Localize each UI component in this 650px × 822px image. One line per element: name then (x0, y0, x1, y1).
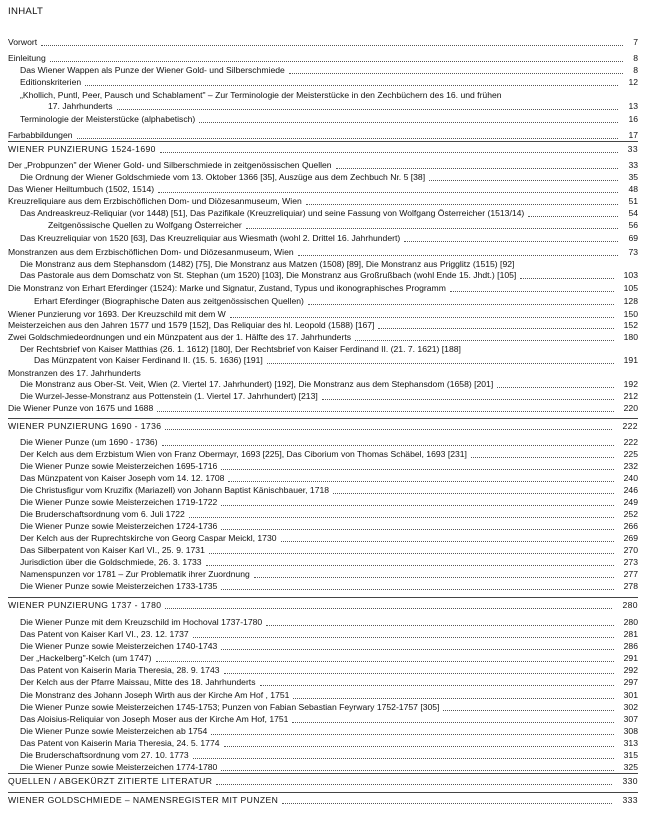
dot-leader (160, 152, 618, 153)
toc-entry-page: 54 (628, 208, 638, 218)
dot-leader (85, 85, 618, 86)
toc-entry-title: Das Pastorale aus dem Domschatz von St. Stephan (um 1520) [103], Die Monstranz aus Großrußbach (wohl Ende 15. Jhdt.) [105] (20, 270, 517, 280)
toc-entry-page: 105 (623, 283, 638, 293)
toc-entry-title: Die Ordnung der Wiener Goldschmiede vom 13. Oktober 1366 [35], Auszüge aus dem Zechbuch Nr. 5 [38] (20, 172, 426, 182)
toc-entry-title: Die Monstranz aus Ober-St. Veit, Wien (2. Viertel 17. Jahrhundert) [192], Die Monstranz aus dem Stephansdom (1658) [201] (20, 379, 494, 389)
toc-entry[interactable] (20, 569, 638, 580)
dot-leader (246, 228, 619, 229)
dot-leader (221, 529, 613, 530)
dot-leader (378, 328, 613, 329)
toc-entry-title: Der „Probpunzen" der Wiener Gold- und Silberschmiede in zeitgenössischen Quellen (8, 160, 332, 170)
toc-entry-title: Die Wiener Punze sowie Meisterzeichen 1774-1780 (20, 762, 218, 772)
dot-leader (224, 746, 614, 747)
toc-entry-page: 266 (623, 521, 638, 531)
toc-entry[interactable] (8, 130, 638, 141)
toc-entry[interactable] (20, 617, 638, 628)
toc-entry-page: 220 (623, 403, 638, 413)
toc-entry-title: Die Wiener Punze (um 1690 - 1736) (20, 437, 158, 447)
toc-entry[interactable] (8, 37, 638, 48)
toc-entry-title: WIENER PUNZIERUNG 1690 - 1736 (8, 421, 162, 431)
toc-entry[interactable] (20, 233, 638, 244)
toc-entry-title: Das Silberpatent von Kaiser Karl VI., 25. 9. 1731 (20, 545, 205, 555)
toc-entry-page: 292 (623, 665, 638, 675)
toc-entry-page: 192 (623, 379, 638, 389)
toc-entry-title: Die Monstranz aus dem Stephansdom (1482) [75], Die Monstranz aus Matzen (1508) [89], Die Monstranz aus Prigglitz (1515) [92] (20, 259, 515, 269)
toc-entry-title: Meisterzeichen aus den Jahren 1577 und 1579 [152], Das Reliquiar des hl. Leopold (1588) [167] (8, 320, 375, 330)
dot-leader (281, 541, 614, 542)
section-divider (8, 597, 638, 598)
dot-leader (209, 553, 614, 554)
dot-leader (77, 138, 619, 139)
toc-entry-page: 232 (623, 461, 638, 471)
section-heading[interactable] (8, 144, 638, 155)
dot-leader (193, 758, 614, 759)
toc-entry-page: 103 (623, 270, 638, 280)
toc-entry[interactable] (8, 160, 638, 171)
toc-entry[interactable] (20, 521, 638, 532)
dot-leader (293, 698, 613, 699)
toc-entry-page: 7 (633, 37, 638, 47)
toc-entry-page: 301 (623, 690, 638, 700)
toc-entry-title: Farbabbildungen (8, 130, 73, 140)
toc-entry-page: 330 (622, 776, 638, 786)
toc-entry[interactable] (20, 391, 638, 402)
toc-entry-page: 333 (622, 795, 638, 805)
toc-entry-page: 73 (628, 247, 638, 257)
toc-entry-title: Der Kelch aus der Pfarre Maissau, Mitte des 18. Jahrhunderts (20, 677, 256, 687)
dot-leader (322, 399, 614, 400)
toc-entry-title: Wiener Punzierung vor 1693. Der Kreuzschild mit dem W (8, 309, 226, 319)
toc-entry-title: Kreuzreliquiare aus dem Erzbischöflichen Dom- und Diözesanmuseum, Wien (8, 196, 302, 206)
toc-entry[interactable] (20, 379, 638, 390)
toc-entry-page: 270 (623, 545, 638, 555)
toc-entry-page: 286 (623, 641, 638, 651)
dot-leader (189, 517, 614, 518)
dot-leader (117, 109, 619, 110)
toc-entry[interactable] (20, 533, 638, 544)
toc-entry-title: Monstranzen des 17. Jahrhunderts (8, 368, 141, 378)
toc-entry[interactable] (8, 184, 638, 195)
toc-entry-page: 240 (623, 473, 638, 483)
dot-leader (450, 291, 614, 292)
dot-leader (221, 505, 613, 506)
toc-entry-page: 249 (623, 497, 638, 507)
toc-entry-page: 8 (633, 53, 638, 63)
toc-entry-title: Die Monstranz des Johann Joseph Wirth aus der Kirche Am Hof , 1751 (20, 690, 290, 700)
toc-entry[interactable] (20, 750, 638, 761)
toc-entry-title: Das Andreaskreuz-Reliquiar (vor 1448) [51], Das Pazifikale (Kreuzreliquiar) und seine Fassung von Wolfgang Österreicher (1513/14) (20, 208, 525, 218)
toc-entry-title: Die Wiener Punze sowie Meisterzeichen 1733-1735 (20, 581, 218, 591)
dot-leader (443, 710, 613, 711)
toc-entry-page: 33 (628, 160, 638, 170)
toc-entry-page: 313 (623, 738, 638, 748)
toc-entry-title: Editionskriterien (20, 77, 82, 87)
dot-leader (267, 363, 614, 364)
toc-entry-title: Jurisdiction über die Goldschmiede, 26. 3. 1733 (20, 557, 202, 567)
toc-entry-page: 280 (623, 617, 638, 627)
toc-entry-title: Das Patent von Kaiserin Maria Theresia, 28. 9. 1743 (20, 665, 220, 675)
dot-leader (193, 637, 614, 638)
dot-leader (216, 784, 612, 785)
dot-leader (221, 649, 613, 650)
dot-leader (156, 661, 614, 662)
toc-entry[interactable] (20, 677, 638, 688)
toc-entry-title: Der „Hackelberg"-Kelch (um 1747) (20, 653, 152, 663)
toc-entry[interactable] (20, 581, 638, 592)
toc-entry-title: Vorwort (8, 37, 38, 47)
toc-entry-title: Die Christusfigur vom Kruzifix (Mariazell) von Johann Baptist Känischbauer, 1718 (20, 485, 330, 495)
toc-entry[interactable] (8, 247, 638, 258)
toc-entry-page: 291 (623, 653, 638, 663)
dot-leader (308, 304, 614, 305)
section-heading[interactable] (8, 795, 638, 806)
section-divider (8, 141, 638, 142)
toc-entry[interactable] (48, 220, 638, 231)
dot-leader (266, 625, 613, 626)
toc-entry[interactable] (8, 53, 638, 64)
dot-leader (199, 122, 618, 123)
dot-leader (497, 387, 613, 388)
toc-entry-title: Die Wiener Punze sowie Meisterzeichen ab 1754 (20, 726, 208, 736)
toc-entry-page: 150 (623, 309, 638, 319)
dot-leader (528, 216, 618, 217)
toc-entry-page: 212 (623, 391, 638, 401)
toc-entry[interactable] (20, 208, 638, 219)
section-divider (8, 792, 638, 793)
toc-entry-page: 315 (623, 750, 638, 760)
toc-entry-title: Zeitgenössische Quellen zu Wolfgang Österreicher (48, 220, 242, 230)
dot-leader (228, 481, 613, 482)
toc-entry-title: Der Kelch aus der Ruprechtskirche von Georg Caspar Meickl, 1730 (20, 533, 277, 543)
toc-entry-page: 56 (628, 220, 638, 230)
toc-entry-page: 308 (623, 726, 638, 736)
toc-entry-title: Die Wurzel-Jesse-Monstranz aus Pottenstein (1. Viertel 17. Jahrhundert) [213] (20, 391, 318, 401)
toc-entry-title: Die Wiener Punze sowie Meisterzeichen 1740-1743 (20, 641, 218, 651)
page-title: INHALT (8, 6, 44, 17)
dot-leader (429, 180, 618, 181)
toc-entry-page: 128 (623, 296, 638, 306)
toc-entry-title: Die Wiener Punze sowie Meisterzeichen 1719-1722 (20, 497, 218, 507)
toc-entry-title: Das Patent von Kaiser Karl VI., 23. 12. 1737 (20, 629, 189, 639)
toc-entry[interactable] (20, 270, 638, 281)
toc-entry-page: 191 (623, 355, 638, 365)
section-heading[interactable] (8, 776, 638, 787)
toc-entry[interactable] (20, 665, 638, 676)
toc-entry-page: 225 (623, 449, 638, 459)
toc-entry-title: Die Wiener Punze sowie Meisterzeichen 1695-1716 (20, 461, 218, 471)
toc-entry-title: Der Rechtsbrief von Kaiser Matthias (26. 1. 1612) [180], Der Rechtsbrief von Kaiser Ferdinand II. (21. 7. 1621) [188] (20, 344, 461, 354)
toc-entry-page: 51 (628, 196, 638, 206)
toc-entry-page: 8 (633, 65, 638, 75)
toc-entry-page: 302 (623, 702, 638, 712)
dot-leader (165, 429, 612, 430)
toc-entry-page: 13 (628, 101, 638, 111)
toc-entry[interactable] (20, 557, 638, 568)
toc-entry-title: Das Aloisius-Reliquiar von Joseph Moser aus der Kirche Am Hof, 1751 (20, 714, 289, 724)
toc-entry[interactable] (8, 320, 638, 331)
dot-leader (333, 493, 614, 494)
toc-entry-title: Das Wiener Wappen als Punze der Wiener Gold- und Silberschmiede (20, 65, 285, 75)
toc-entry[interactable] (20, 762, 638, 773)
toc-entry-title: QUELLEN / ABGEKÜRZT ZITIERTE LITERATUR (8, 776, 213, 786)
toc-entry-title: 17. Jahrhunderts (48, 101, 113, 111)
toc-entry[interactable] (20, 690, 638, 701)
toc-entry-title: WIENER PUNZIERUNG 1737 - 1780 (8, 600, 162, 610)
toc-entry-page: 277 (623, 569, 638, 579)
toc-entry-page: 281 (623, 629, 638, 639)
toc-entry[interactable] (8, 196, 638, 207)
toc-entry-title: Der Kelch aus dem Erzbistum Wien von Franz Obermayr, 1693 [225], Das Ciborium von Thomas Schäbel, 1693 [231] (20, 449, 467, 459)
toc-entry[interactable] (20, 738, 638, 749)
toc-entry-title: Zwei Goldschmiedeordnungen und ein Münzpatent aus der 1. Hälfte des 17. Jahrhunderts (8, 332, 352, 342)
toc-entry-page: 280 (622, 600, 638, 610)
dot-leader (41, 45, 623, 46)
toc-entry-title: Die Wiener Punze sowie Meisterzeichen 1745-1753; Punzen von Fabian Sebastian Feyrwary 1752-1757 [305] (20, 702, 440, 712)
toc-entry-title: Die Wiener Punze mit dem Kreuzschild im Hochoval 1737-1780 (20, 617, 263, 627)
toc-entry-page: 252 (623, 509, 638, 519)
toc-entry[interactable] (20, 437, 638, 448)
dot-leader (221, 589, 613, 590)
toc-entry-title: Das Wiener Heiltumbuch (1502, 1514) (8, 184, 155, 194)
toc-entry-page: 278 (623, 581, 638, 591)
toc-entry[interactable] (20, 473, 638, 484)
toc-entry-title: Die Bruderschaftsordnung vom 6. Juli 1722 (20, 509, 185, 519)
dot-leader (404, 241, 618, 242)
dot-leader (282, 803, 612, 804)
toc-entry-page: 180 (623, 332, 638, 342)
toc-entry[interactable] (20, 629, 638, 640)
dot-leader (254, 577, 614, 578)
dot-leader (520, 278, 613, 279)
toc-entry-title: Monstranzen aus dem Erzbischöflichen Dom- und Diözesanmuseum, Wien (8, 247, 294, 257)
toc-entry-title: Das Patent von Kaiserin Maria Theresia, 24. 5. 1774 (20, 738, 220, 748)
toc-entry[interactable] (20, 641, 638, 652)
toc-entry-title: Das Münzpatent von Kaiser Joseph vom 14. 12. 1708 (20, 473, 225, 483)
dot-leader (260, 685, 614, 686)
toc-entry[interactable] (48, 101, 638, 112)
dot-leader (224, 673, 614, 674)
toc-entry[interactable] (20, 259, 638, 270)
toc-entry[interactable] (20, 714, 638, 725)
section-divider (8, 418, 638, 419)
toc-entry-title: Einleitung (8, 53, 46, 63)
toc-entry-page: 325 (623, 762, 638, 772)
toc-entry-title: „Khollich, Puntl, Peer, Pausch und Schablament" – Zur Terminologie der Meisterstücke in den Zechbüchern des 16. und frühen (20, 90, 502, 100)
toc-entry[interactable] (34, 355, 638, 366)
toc-entry-title: Terminologie der Meisterstücke (alphabetisch) (20, 114, 196, 124)
toc-entry-page: 273 (623, 557, 638, 567)
toc-entry-title: Die Monstranz von Erhart Eferdinger (1524): Marke und Signatur, Zustand, Typus und ikonographisches Programm (8, 283, 446, 293)
toc-entry[interactable] (20, 545, 638, 556)
section-heading[interactable] (8, 600, 638, 611)
toc-entry-page: 48 (628, 184, 638, 194)
toc-entry[interactable] (20, 77, 638, 88)
toc-entry-title: Die Bruderschaftsordnung vom 27. 10. 1773 (20, 750, 189, 760)
toc-entry-title: WIENER GOLDSCHMIEDE – NAMENSREGISTER MIT PUNZEN (8, 795, 279, 805)
toc-entry-title: Die Wiener Punze sowie Meisterzeichen 1724-1736 (20, 521, 218, 531)
toc-entry[interactable] (20, 653, 638, 664)
dot-leader (336, 168, 619, 169)
toc-entry-page: 69 (628, 233, 638, 243)
dot-leader (306, 204, 619, 205)
toc-entry-title: WIENER PUNZIERUNG 1524-1690 (8, 144, 156, 154)
toc-entry[interactable] (20, 702, 638, 713)
dot-leader (165, 608, 612, 609)
toc-entry-page: 297 (623, 677, 638, 687)
toc-entry[interactable] (20, 509, 638, 520)
dot-leader (221, 770, 613, 771)
toc-entry-page: 33 (627, 144, 638, 154)
toc-entry[interactable] (20, 449, 638, 460)
toc-entry[interactable] (8, 368, 638, 379)
toc-entry[interactable] (20, 65, 638, 76)
dot-leader (355, 340, 614, 341)
toc-entry[interactable] (8, 403, 638, 414)
dot-leader (211, 734, 613, 735)
dot-leader (230, 317, 614, 318)
dot-leader (289, 73, 623, 74)
toc-entry[interactable] (20, 90, 638, 101)
section-heading[interactable] (8, 421, 638, 432)
toc-entry[interactable] (20, 114, 638, 125)
section-divider (8, 773, 638, 774)
toc-entry-page: 222 (623, 437, 638, 447)
dot-leader (157, 411, 613, 412)
toc-entry[interactable] (20, 485, 638, 496)
toc-entry-title: Das Kreuzreliquiar von 1520 [63], Das Kreuzreliquiar aus Wiesmath (wohl 2. Drittel 16. Jahrhundert) (20, 233, 401, 243)
toc-entry-page: 17 (628, 130, 638, 140)
toc-entry[interactable] (20, 172, 638, 183)
toc-entry-title: Das Münzpatent von Kaiser Ferdinand II. (15. 5. 1636) [191] (34, 355, 263, 365)
toc-entry-page: 246 (623, 485, 638, 495)
toc-entry-title: Die Wiener Punze von 1675 und 1688 (8, 403, 154, 413)
toc-entry-page: 269 (623, 533, 638, 543)
toc-entry-title: Namenspunzen vor 1781 – Zur Problematik ihrer Zuordnung (20, 569, 250, 579)
toc-entry[interactable] (34, 296, 638, 307)
toc-entry-page: 222 (622, 421, 638, 431)
toc-entry-page: 12 (628, 77, 638, 87)
toc-entry-page: 16 (628, 114, 638, 124)
dot-leader (292, 722, 613, 723)
dot-leader (206, 565, 614, 566)
toc-entry[interactable] (8, 332, 638, 343)
dot-leader (158, 192, 618, 193)
dot-leader (221, 469, 613, 470)
toc-entry-page: 152 (623, 320, 638, 330)
dot-leader (50, 61, 623, 62)
toc-entry[interactable] (8, 309, 638, 320)
toc-entry[interactable] (20, 497, 638, 508)
dot-leader (471, 457, 614, 458)
toc-entry-page: 35 (628, 172, 638, 182)
dot-leader (298, 255, 619, 256)
toc-entry-page: 307 (623, 714, 638, 724)
toc-entry[interactable] (20, 344, 638, 355)
toc-entry[interactable] (20, 726, 638, 737)
toc-entry[interactable] (8, 283, 638, 294)
toc-entry[interactable] (20, 461, 638, 472)
toc-entry-title: Erhart Eferdinger (Biographische Daten aus zeitgenössischen Quellen) (34, 296, 304, 306)
dot-leader (162, 445, 614, 446)
